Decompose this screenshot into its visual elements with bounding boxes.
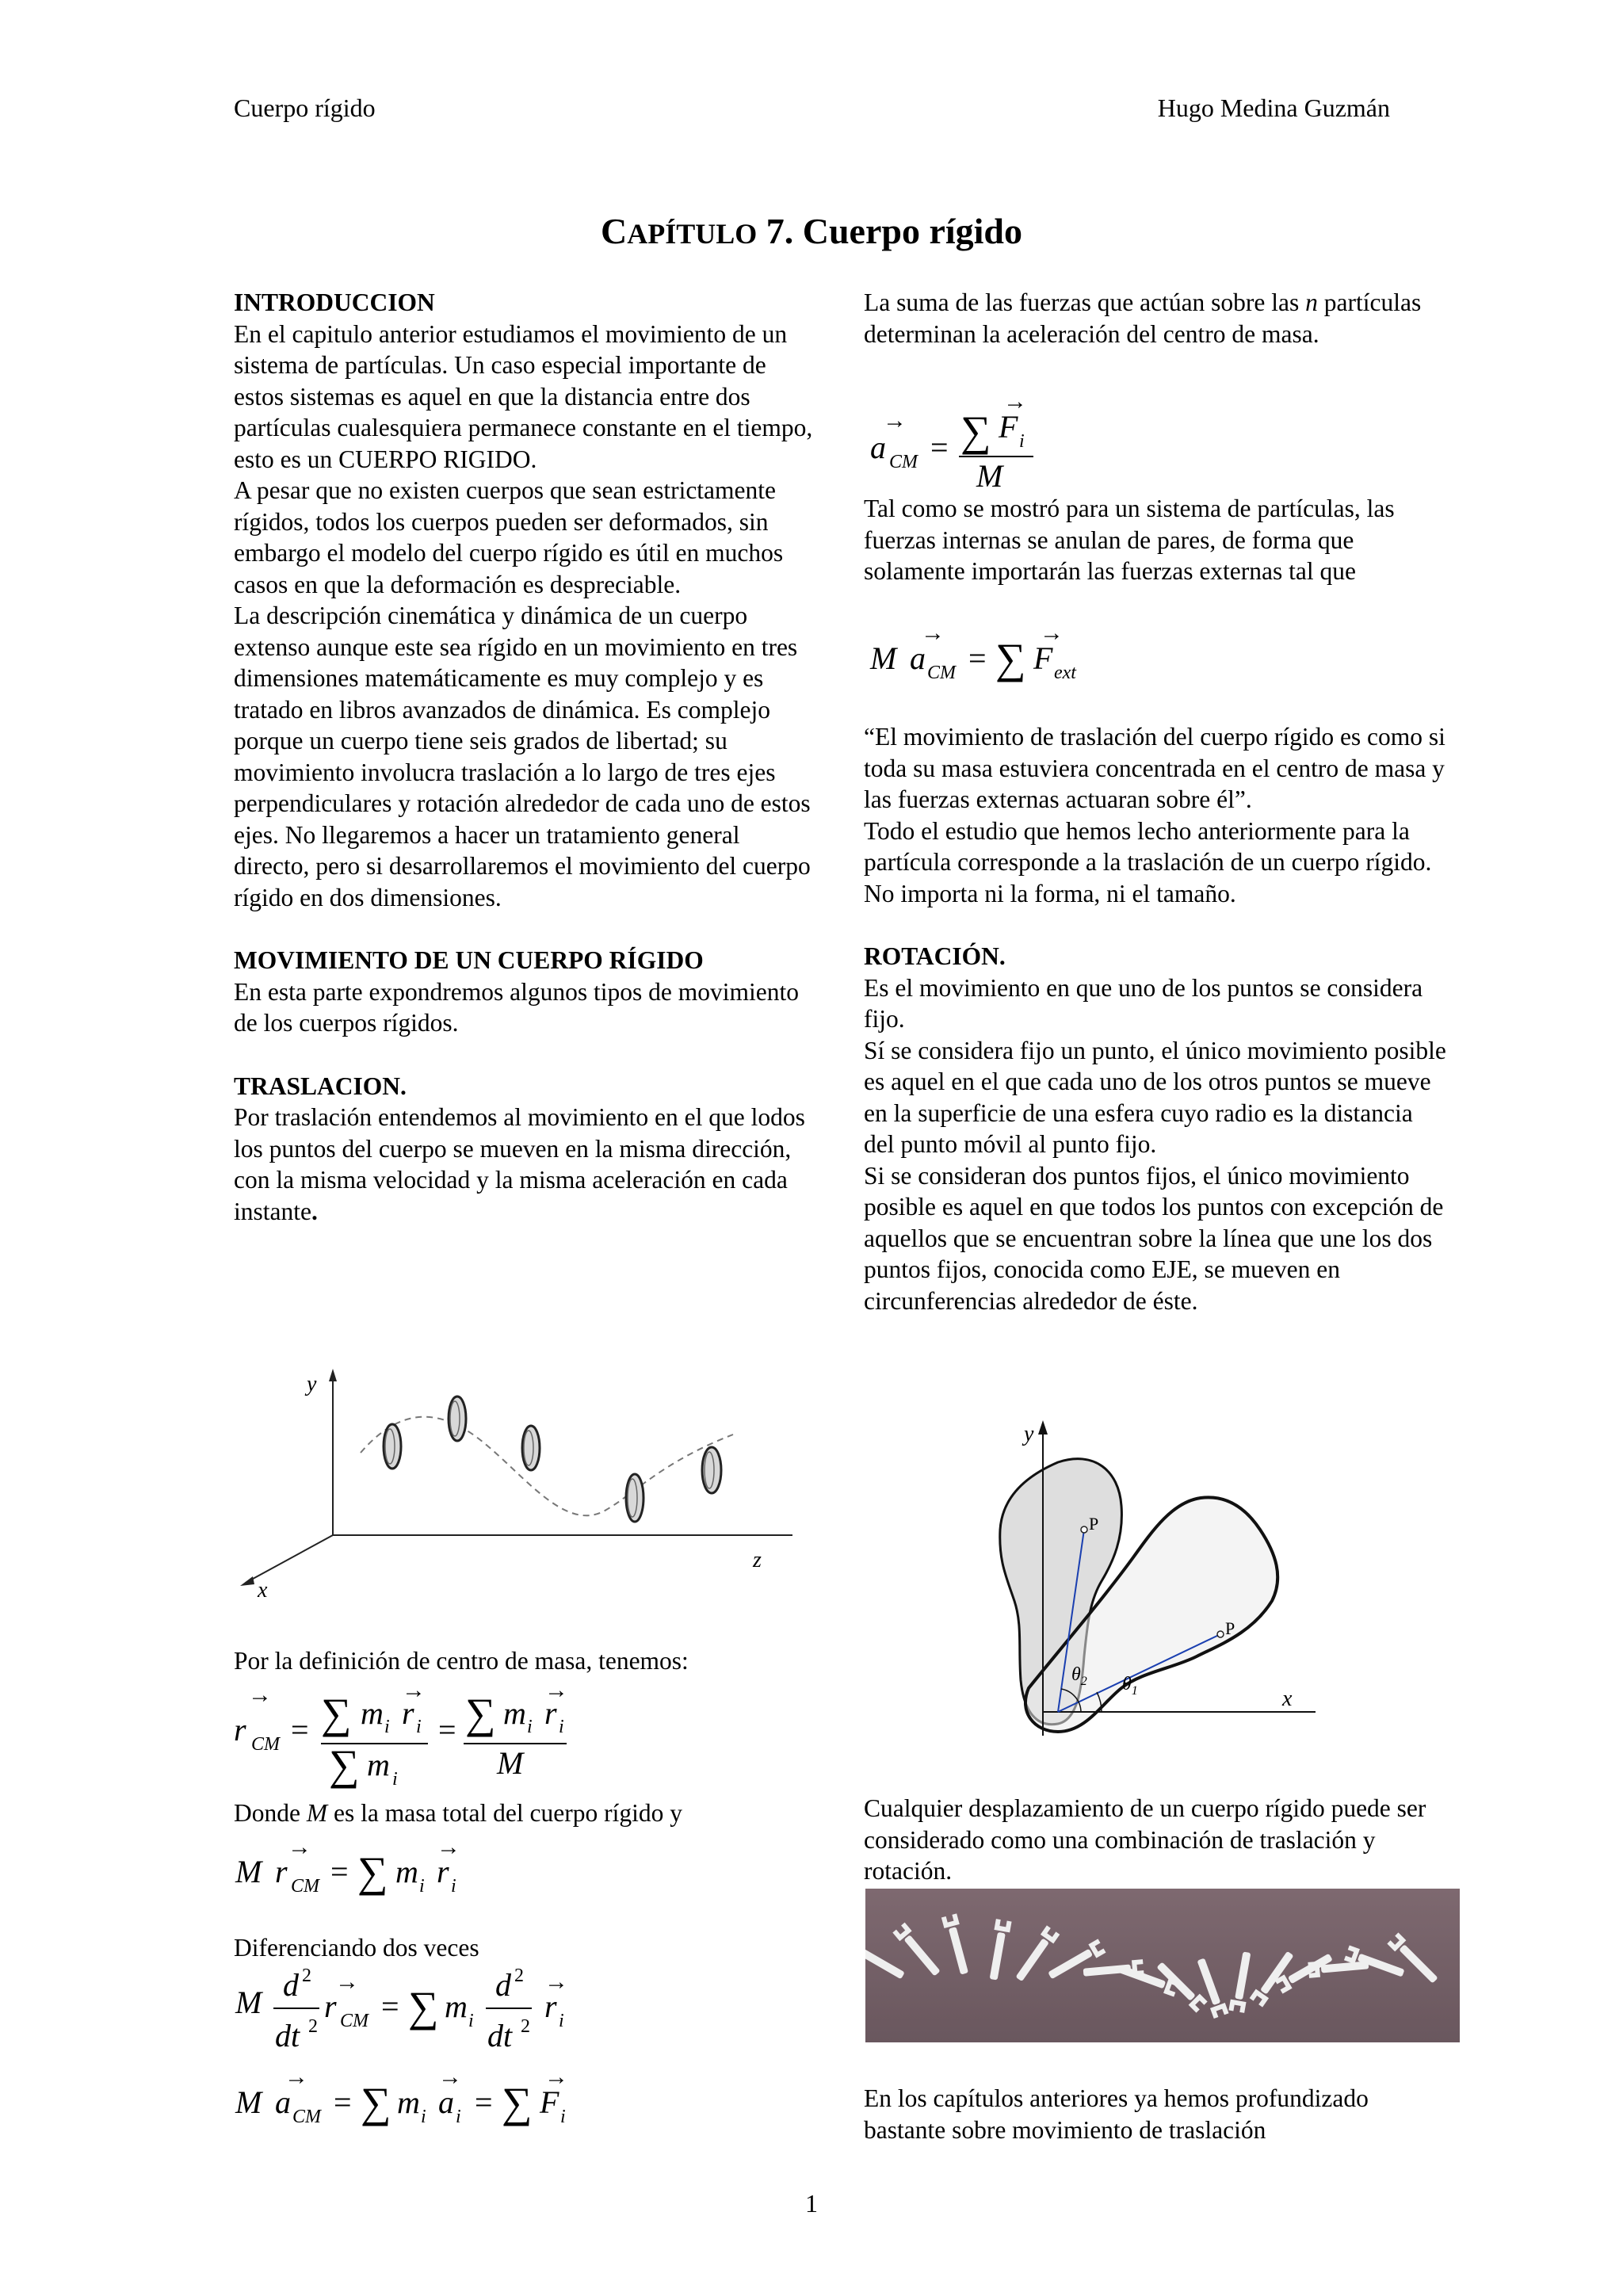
disk-1: [384, 1424, 401, 1469]
axis-y-label: y: [1024, 1422, 1034, 1446]
var-d: d: [283, 1967, 299, 2003]
en-los-paragraph: En los capítulos anteriores ya hemos profundizado bastante sobre movimiento de traslación: [864, 2084, 1369, 2144]
wrench-motion-photo: [865, 1889, 1460, 2042]
sum: ∑: [995, 635, 1026, 682]
var-a: a: [910, 640, 926, 676]
suma-pre: La suma de las fuerzas que actúan sobre las: [864, 288, 1306, 316]
intro-paragraph-2: A pesar que no existen cuerpos que sean estrictamente rígidos, todos los cuerpos pueden ser deformados, sin embargo el modelo del cuerpo rígido es útil en muchos casos en que la deformación es despreciable.: [234, 476, 784, 598]
donde-pre: Donde: [234, 1799, 307, 1827]
rotation-paragraph-2: Sí se considera fijo un punto, el único movimiento posible es aquel en el que cada uno de los otros puntos se mueve en la superficie de una esfera cuyo radio es la distancia del punto móvil al punto fijo.: [864, 1036, 1446, 1158]
title-cap-first: C: [600, 211, 628, 251]
var-r: r: [402, 1695, 414, 1731]
rotation-paragraph-3: Si se consideran dos puntos fijos, el único movimiento posible es aquel en que todos los puntos con excepción de aquellos que se encuentran sobre la línea que une los dos puntos fijos, conocida como EJE, se mueven en circunferencias alrededor de éste.: [864, 1161, 1444, 1315]
disk-3: [522, 1426, 540, 1470]
formula-m-acm: [234, 2061, 598, 2132]
equals: =: [291, 1712, 309, 1748]
axis-z-label: z: [753, 1548, 762, 1572]
sum: ∑: [408, 1983, 439, 2030]
equals: =: [381, 1988, 399, 2024]
arrow: →: [288, 1834, 311, 1860]
var-r: r: [275, 1854, 288, 1889]
var-M: M: [870, 640, 897, 676]
translation-figure: [234, 1359, 804, 1605]
equals: =: [930, 430, 949, 465]
running-header-left: Cuerpo rígido: [234, 94, 376, 122]
arrow: →: [921, 620, 945, 646]
cm-definition: Por la definición de centro de masa, tenemos:: [234, 1647, 689, 1675]
var-F: F: [999, 409, 1018, 445]
sub-i: i: [384, 1717, 390, 1737]
equals: =: [968, 640, 987, 676]
var-F: F: [1033, 640, 1053, 676]
sub-ext: ext: [1054, 663, 1076, 683]
var-M: M: [235, 1854, 262, 1889]
sub-i: i: [559, 2011, 564, 2031]
arrow: →: [1040, 620, 1064, 646]
sup-2: 2: [308, 2016, 318, 2037]
sum: ∑: [960, 407, 991, 455]
sub-i: i: [421, 2107, 426, 2127]
formula-acm: [864, 388, 1070, 495]
point-p-1: P: [1089, 1514, 1099, 1534]
formula-rcm: [234, 1680, 598, 1799]
var-r: r: [544, 1695, 557, 1731]
sub-i: i: [416, 1717, 422, 1737]
var-a: a: [438, 2084, 454, 2120]
var-M: M: [235, 2084, 262, 2120]
translation-heading: TRASLACION.: [234, 1072, 407, 1100]
suma-n: n: [1305, 288, 1318, 316]
disk-5: [702, 1447, 721, 1493]
arrow: →: [285, 2064, 308, 2090]
sub-cm: CM: [340, 2011, 369, 2031]
axis-x-label: x: [258, 1578, 268, 1603]
sub-i: i: [527, 1717, 533, 1737]
sum: ∑: [357, 1848, 388, 1896]
var-M: M: [976, 458, 1003, 494]
intro-paragraph-3: La descripción cinemática y dinámica de un cuerpo extenso aunque este sea rígido en un movimiento en tres dimensiones matemáticamente es muy complejo y es tratado en libros avanzados de dinámica. Es complejo porque un cuerpo tiene seis grados de libertad; su movimiento involucra traslación a lo largo de tres ejes perpendiculares y rotación alrededor de cada uno de estos ejes. No llegaremos a hacer un tratamiento general directo, pero si desarrollaremos el movimiento del cuerpo rígido en dos dimensiones.: [234, 602, 811, 911]
point-p-2: P: [1225, 1618, 1235, 1638]
arrow: →: [438, 2064, 462, 2090]
var-M: M: [235, 1985, 262, 2020]
equals: =: [334, 2084, 352, 2120]
arrow: →: [1003, 388, 1027, 415]
donde-M: M: [306, 1799, 328, 1827]
axis-x-label: x: [1282, 1687, 1293, 1711]
var-dt: dt: [275, 2018, 300, 2053]
var-m: m: [367, 1747, 390, 1782]
sub-i: i: [419, 1876, 425, 1897]
tal-como-paragraph: Tal como se mostró para un sistema de partículas, las fuerzas internas se anulan de pares, de forma que solamente importarán las fuerzas externas tal que: [864, 495, 1395, 585]
sup-2: 2: [514, 1966, 524, 1986]
movement-heading: MOVIMIENTO DE UN CUERPO RÍGIDO: [234, 946, 704, 974]
right-column-top: [864, 287, 1446, 350]
formula-m-acm-ext: [864, 617, 1102, 688]
sum: ∑: [329, 1741, 360, 1789]
var-r: r: [234, 1712, 246, 1748]
translation-dot: .: [311, 1197, 318, 1225]
arrow: →: [544, 1969, 568, 1995]
title-cap-rest: APÍTULO: [627, 218, 758, 250]
rotation-figure: [983, 1419, 1323, 1759]
translation-text: Por traslación entendemos al movimiento en el que lodos los puntos del cuerpo se mueven en la misma dirección, con la misma velocidad y la misma aceleración en cada instante: [234, 1103, 805, 1225]
right-column-middle: [864, 721, 1446, 1316]
running-header-right: Hugo Medina Guzmán: [1157, 94, 1390, 122]
cualquier-paragraph: Cualquier desplazamiento de un cuerpo rígido puede ser considerado como una combinación de traslación y rotación.: [864, 1794, 1426, 1885]
var-m: m: [503, 1695, 526, 1731]
suma-post: partículas determinan la aceleración del centro de masa.: [864, 288, 1422, 348]
sup-2: 2: [521, 2016, 530, 2037]
var-r: r: [544, 1988, 557, 2024]
var-m: m: [397, 2084, 420, 2120]
var-M: M: [497, 1745, 524, 1781]
sub-i: i: [392, 1769, 398, 1790]
diferenciando-line: Diferenciando dos veces: [234, 1934, 479, 1962]
intro-paragraph-1: En el capitulo anterior estudiamos el movimiento de un sistema de partículas. Un caso especial importante de estos sistemas es aquel en que la distancia entre dos partículas cualesquiera permanece constante en el tiempo, esto es un CUERPO RIGIDO.: [234, 319, 813, 473]
axis-y-label: y: [307, 1372, 317, 1396]
intro-heading: INTRODUCCION: [234, 288, 435, 316]
sum: ∑: [361, 2079, 391, 2126]
sum: ∑: [465, 1690, 496, 1737]
sub-i: i: [451, 1876, 456, 1897]
rotation-heading: ROTACIÓN.: [864, 942, 1006, 970]
sub-i: i: [559, 1717, 564, 1737]
arrow: →: [544, 1680, 568, 1703]
equals: =: [438, 1712, 456, 1748]
sum: ∑: [321, 1690, 352, 1737]
var-a: a: [275, 2084, 291, 2120]
left-column: [234, 287, 820, 1227]
arrow: →: [544, 2064, 568, 2090]
sub-cm: CM: [251, 1734, 280, 1755]
formula-m-rcm: [234, 1831, 487, 1902]
sum: ∑: [502, 2079, 533, 2126]
sub-cm: CM: [927, 663, 956, 683]
rotation-paragraph-1: Es el movimiento en que uno de los puntos se considera fijo.: [864, 973, 1423, 1033]
formula-second-derivative: [234, 1958, 614, 2061]
translation-paragraph: [234, 1102, 820, 1227]
equals: =: [330, 1854, 349, 1889]
sum-forces-paragraph: [864, 287, 1446, 350]
title-rest: 7. Cuerpo rígido: [757, 211, 1023, 251]
arrow: →: [437, 1834, 460, 1860]
var-r: r: [437, 1854, 449, 1889]
sub-cm: CM: [889, 452, 918, 472]
sub-i: i: [1019, 431, 1025, 452]
sup-2: 2: [302, 1966, 311, 1986]
sub-i: i: [456, 2107, 461, 2127]
page-number: 1: [805, 2189, 818, 2218]
var-d: d: [495, 1967, 511, 2003]
donde-post: es la masa total del cuerpo rígido y: [327, 1799, 682, 1827]
sub-cm: CM: [291, 1876, 319, 1897]
var-m: m: [395, 1854, 418, 1889]
disk-2: [449, 1396, 466, 1441]
var-m: m: [445, 1988, 468, 2024]
sub-i: i: [468, 2011, 474, 2031]
sub-i: i: [560, 2107, 566, 2127]
chapter-title: [0, 210, 1623, 252]
var-a: a: [870, 430, 886, 465]
var-m: m: [361, 1695, 384, 1731]
arrow: →: [335, 1969, 359, 1995]
disk-4: [626, 1474, 643, 1522]
arrow: →: [248, 1682, 272, 1708]
theta-2-label: $\theta_2$: [1071, 1664, 1087, 1688]
movement-paragraph: En esta parte expondremos algunos tipos de movimiento de los cuerpos rígidos.: [234, 977, 799, 1037]
var-dt: dt: [487, 2018, 513, 2053]
theta-1-label: $\theta_1$: [1122, 1674, 1138, 1698]
arrow: →: [402, 1680, 426, 1703]
sub-cm: CM: [292, 2107, 321, 2127]
var-r: r: [324, 1988, 337, 2024]
todo-paragraph: Todo el estudio que hemos lecho anteriormente para la partícula corresponde a la traslación de un cuerpo rígido. No importa ni la forma, ni el tamaño.: [864, 816, 1432, 907]
donde-line: [234, 1797, 820, 1829]
arrow: →: [883, 407, 907, 434]
var-F: F: [540, 2084, 559, 2120]
equals: =: [475, 2084, 493, 2120]
quote-paragraph: “El movimiento de traslación del cuerpo rígido es como si toda su masa estuviera concentrada en el centro de masa y las fuerzas externas actuaran sobre él”.: [864, 723, 1445, 813]
